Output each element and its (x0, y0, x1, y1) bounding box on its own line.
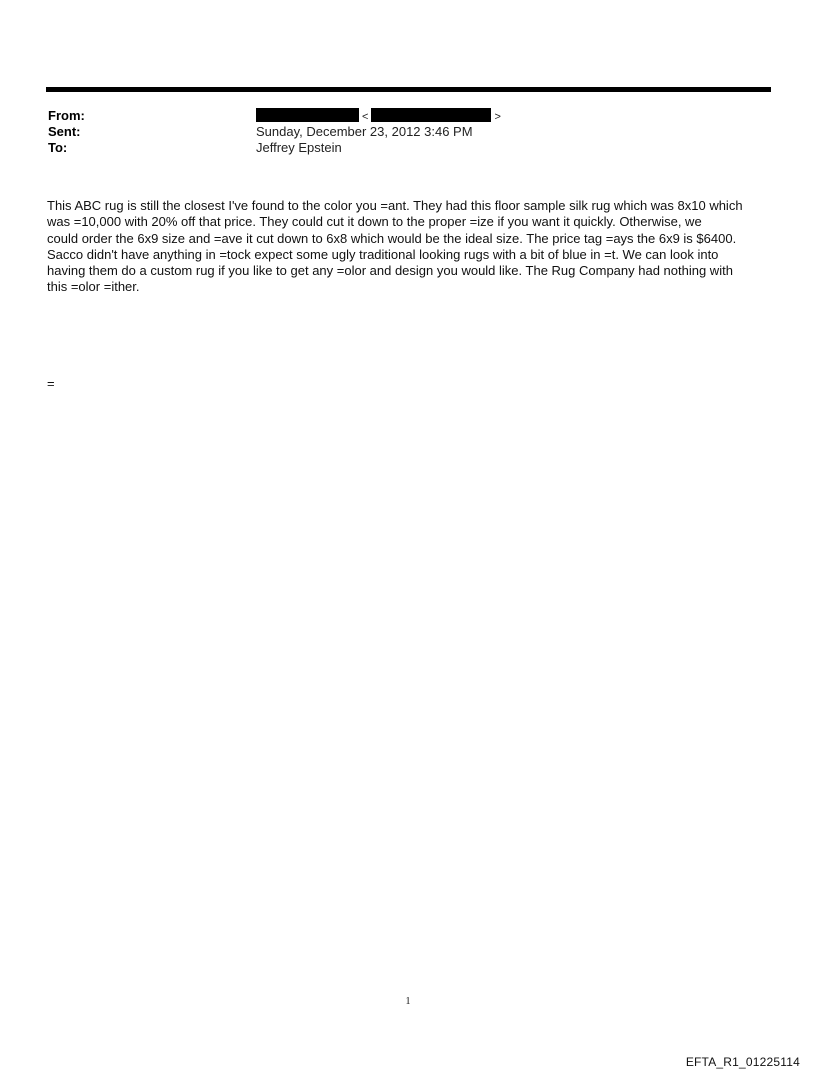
header-divider (46, 87, 771, 92)
to-label: To: (48, 140, 68, 155)
email-header (46, 108, 771, 156)
redacted-sender-name (256, 108, 359, 122)
sent-label: Sent: (48, 124, 81, 139)
from-value (256, 108, 504, 125)
close-bracket: > (494, 111, 501, 123)
to-row (46, 140, 771, 156)
page-number: 1 (405, 996, 411, 1007)
from-label: From: (48, 108, 85, 123)
trailing-equals: = (47, 376, 55, 391)
bates-number: EFTA_R1_01225114 (685, 1055, 800, 1069)
open-bracket: < (362, 111, 369, 123)
to-value: Jeffrey Epstein (256, 140, 342, 155)
redacted-sender-email (371, 108, 491, 122)
email-body: This ABC rug is still the closest I've found to the color you =ant. They had this floor sample silk rug which was 8x10 which was =10,000 with 20% off that price. They could cut it down to the proper =ize if you want it quickly. Otherwise, we could order the 6x9 size and =ave it cut down to 6x8 which would be the ideal size. The price tag =ays the 6x9 is $6400. Sacco didn't have anything in =tock expect some ugly traditional looking rugs with a bit of blue in =t. We can look into having them do a custom rug if you like to get any =olor and design you would like. The Rug Company had nothing with this =olor =ither. (47, 198, 743, 295)
sent-value: Sunday, December 23, 2012 3:46 PM (256, 124, 473, 139)
from-row (46, 108, 771, 124)
sent-row (46, 124, 771, 140)
